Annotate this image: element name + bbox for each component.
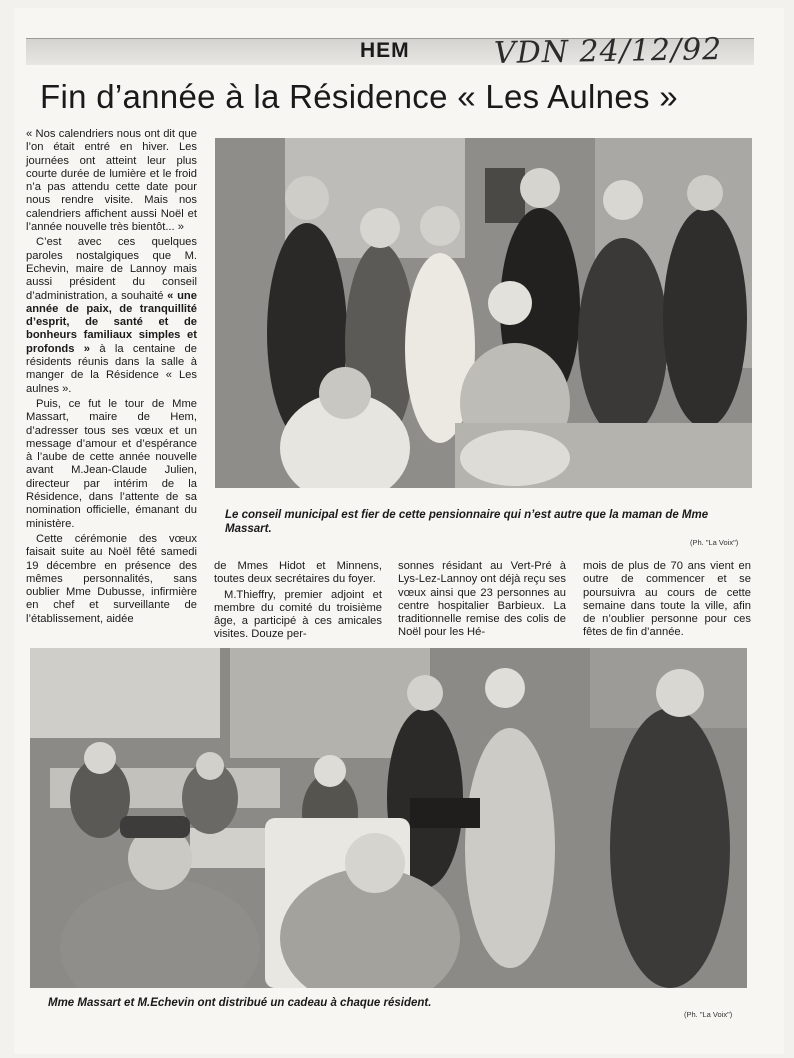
paragraph: sonnes résidant au Vert-Pré à Lys-Lez-Lannoy ont déjà reçu ses vœux ainsi que 23 personnes au centre hospitalier Barbieux. La traditionnelle remise des colis de Noël pour les Hé- xyxy=(398,560,566,639)
photo-council-caption: Le conseil municipal est fier de cette pensionnaire qui n’est autre que la maman de Mme Massart. xyxy=(225,509,709,535)
article-column-3 xyxy=(398,560,566,642)
photo-council-group-image xyxy=(215,138,752,488)
article-column-4 xyxy=(583,560,751,642)
photo-gift-distribution-image xyxy=(30,648,747,988)
photo-council-group xyxy=(215,138,752,488)
paragraph: M.Thieffry, premier adjoint et membre du comité du troisième âge, a participé à ces amicales visites. Douze per- xyxy=(214,588,382,641)
article-column-2 xyxy=(214,560,382,644)
paragraph: « Nos calendriers nous ont dit que l’on était entré en hiver. Les journées ont atteint leur plus courte durée de lumière et le froid n’a pas attendu cette date pour nous rendre visite. Mais nos calendriers affichent aussi Noël et l’année nouvelle très bientôt... » xyxy=(26,128,197,234)
photo-gift-caption: Mme Massart et M.Echevin ont distribué un cadeau à chaque résident. xyxy=(48,997,432,1009)
rubric-label: HEM xyxy=(360,39,410,62)
handwritten-date-note: VDN 24/12/92 xyxy=(493,32,723,71)
paragraph: mois de plus de 70 ans vient en outre de commencer et se poursuivra au cours de cette semaine dans toute la ville, afin de n’oublier personne pour ces fêtes de fin d’année. xyxy=(583,560,751,639)
paragraph: de Mmes Hidot et Minnens, toutes deux secrétaires du foyer. xyxy=(214,560,382,586)
photo-council-credit: (Ph. "La Voix") xyxy=(690,538,739,547)
photo-gift-credit: (Ph. "La Voix") xyxy=(684,1010,733,1019)
article-column-1 xyxy=(26,128,197,628)
paragraph: C’est avec ces quelques paroles nostalgiques que M. Echevin, maire de Lannoy mais aussi président du conseil d’administration, a souhaité « une année de paix, de tranquillité d’esprit, de santé et de bonheurs familiaux simples et profonds » à la centaine de résidents réunis dans la salle à manger de la Résidence « Les aulnes ». xyxy=(26,236,198,395)
headline: Fin d’année à la Résidence « Les Aulnes » xyxy=(40,78,678,115)
photo-gift-distribution xyxy=(30,648,747,988)
paragraph: Cette cérémonie des vœux faisait suite au Noël fêté samedi 19 décembre en présence des mêmes personnalités, sans oublier Mme Dubusse, infirmière en chef et surveillante de l’établissement, aidée xyxy=(26,532,197,625)
paragraph: Puis, ce fut le tour de Mme Massart, maire de Hem, d’adresser tous ses vœux et un message d’amour et d’espérance à l’aube de cette année nouvelle avant M.Jean-Claude Julien, directeur par intérim de la Résidence, dans l’attente de sa nomination officielle, émanant du ministère. xyxy=(26,397,197,530)
